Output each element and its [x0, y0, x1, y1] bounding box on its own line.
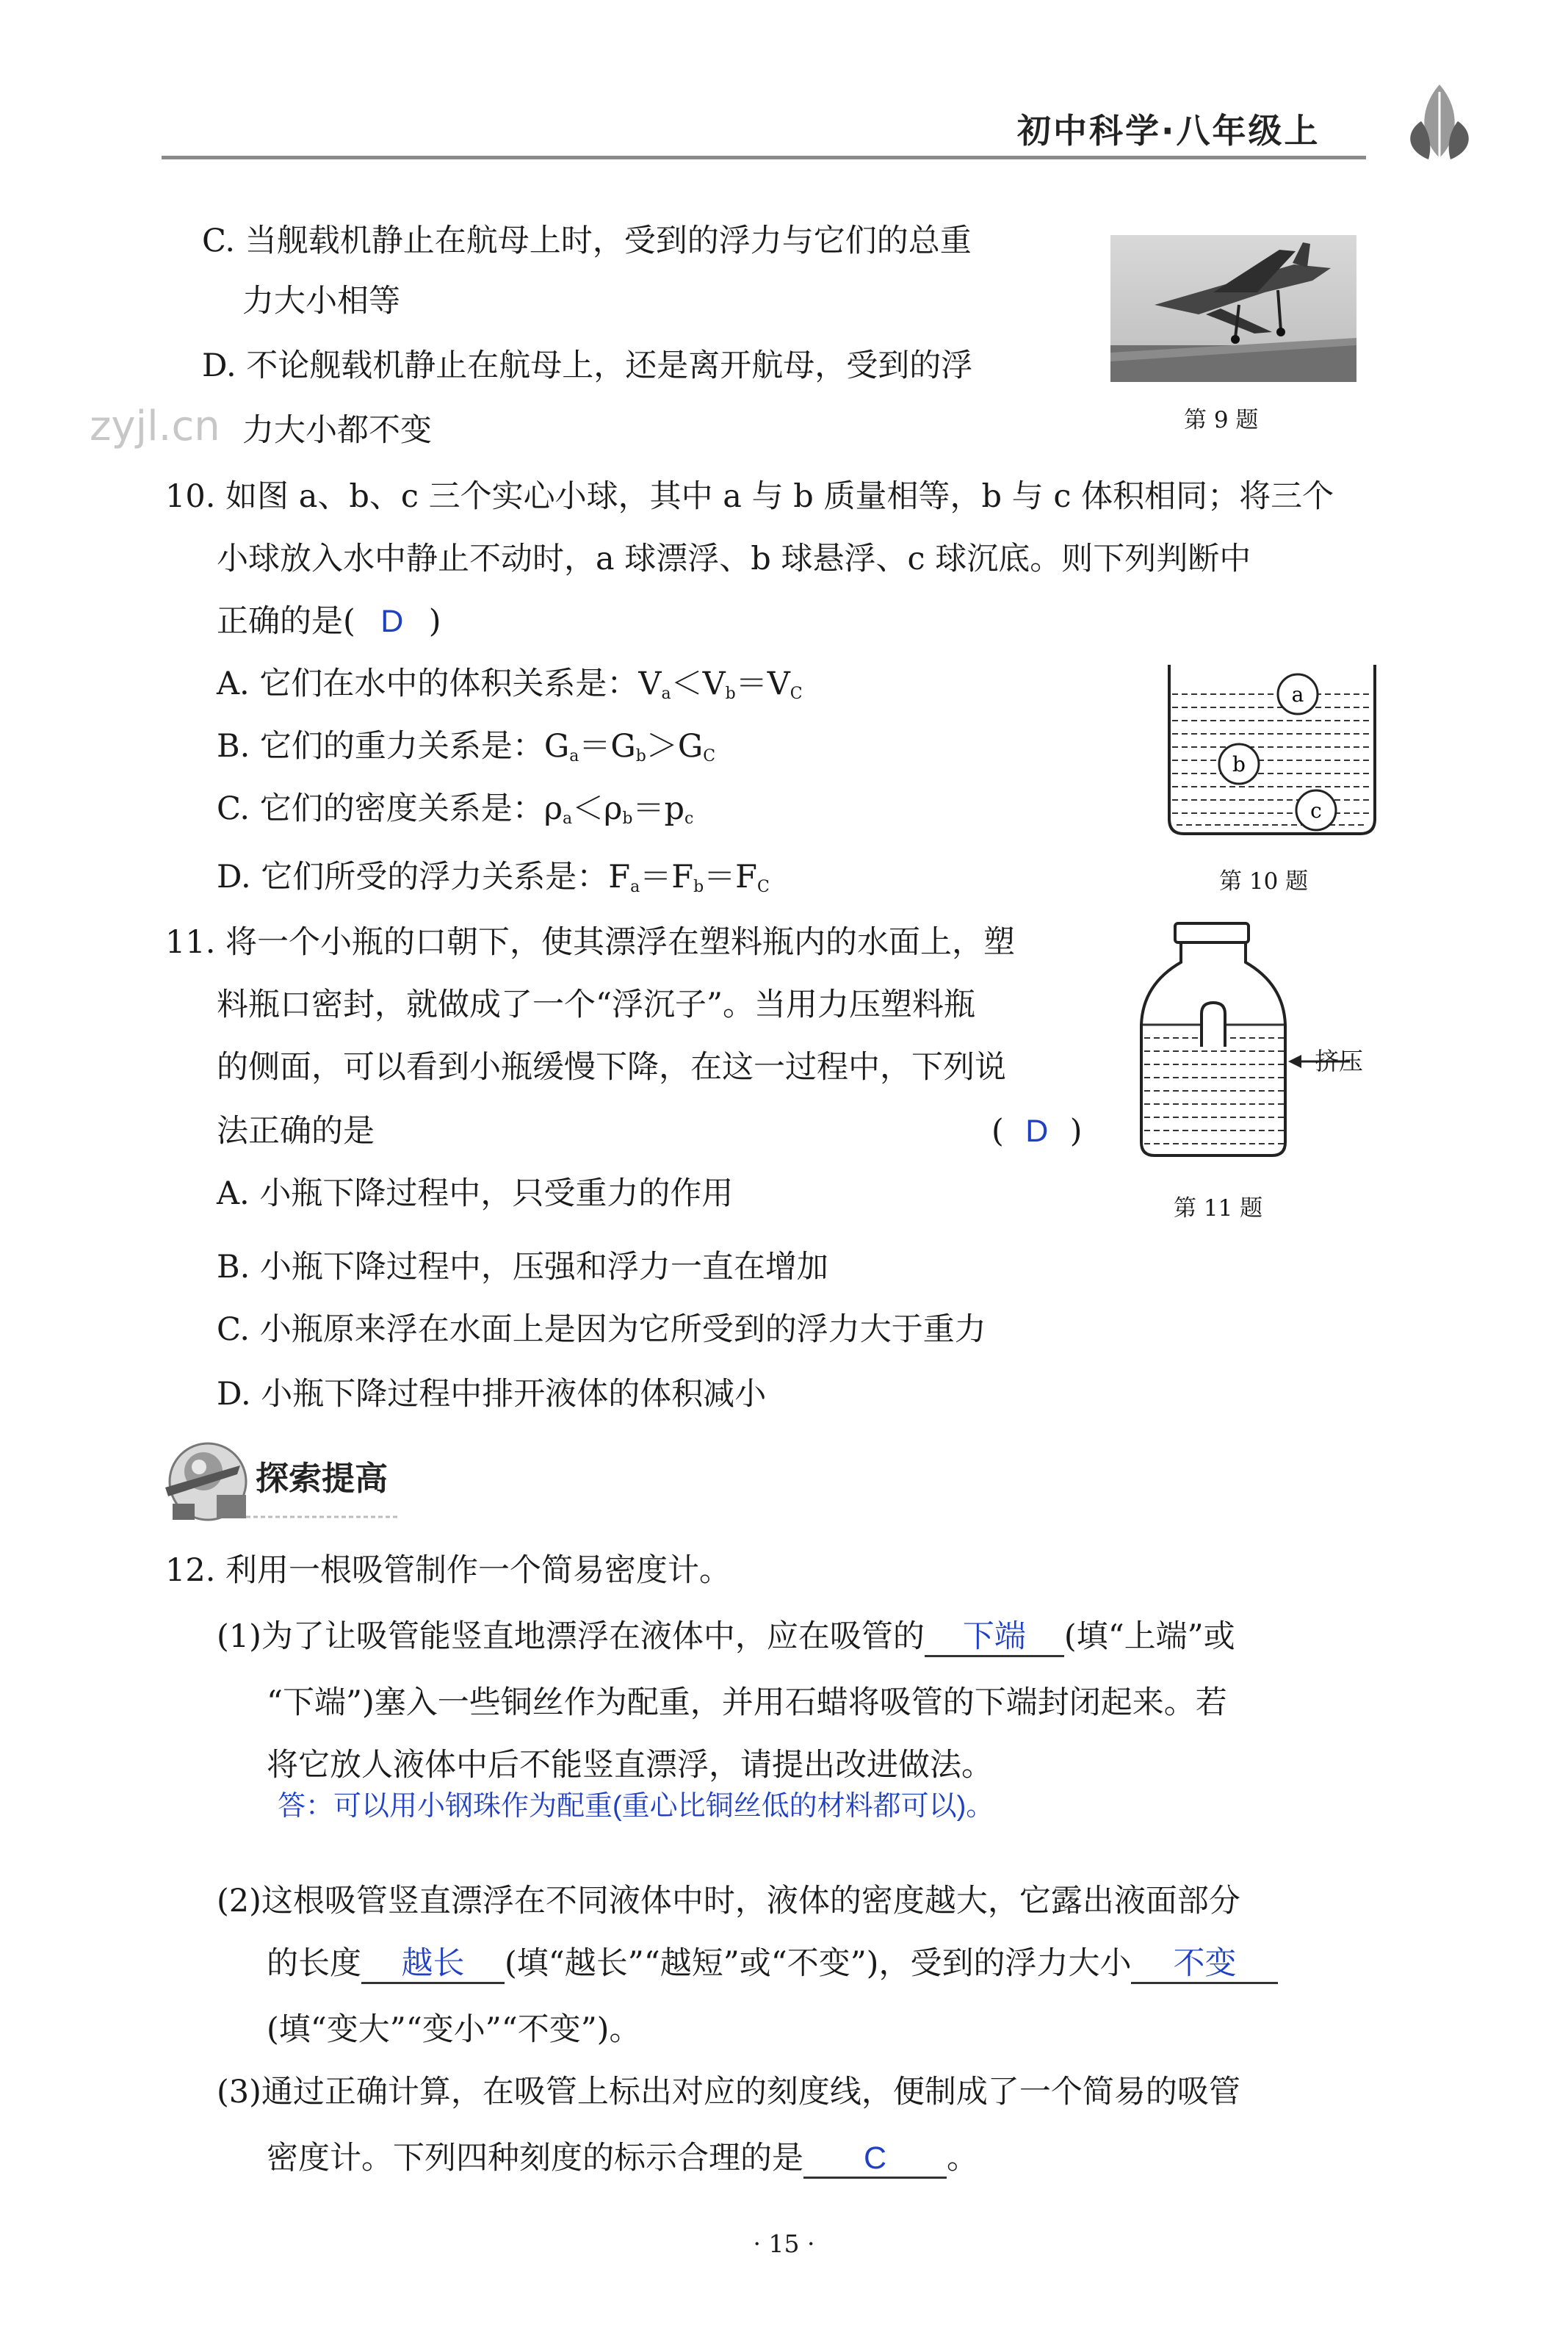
q9-option-d-line2: 力大小都不变 — [242, 412, 432, 449]
q10-stem-line2: 小球放入水中静止不动时，a 球漂浮、b 球悬浮、c 球沉底。则下列判断中 — [217, 541, 1251, 577]
q12-part1-answer: 下端 — [962, 1619, 1026, 1654]
ball-b-label: b — [1232, 752, 1246, 776]
q9-option-c-line2: 力大小相等 — [242, 283, 400, 320]
q10-stem-line3-suffix: ) — [428, 603, 441, 640]
header-rule — [162, 156, 1366, 159]
q10-option-c: C. 它们的密度关系是：$\rho_a<\rho_b=p_c$ — [217, 790, 694, 828]
ball-a — [1278, 674, 1318, 714]
q10-stem-line3-prefix: 正确的是( — [217, 603, 355, 640]
q12-part2-line2: 的长度 越长 (填“越长”“越短”或“不变”)，受到的浮力大小 不变 — [267, 1943, 1278, 1984]
q12-stem: 12. 利用一根吸管制作一个简易密度计。 — [165, 1552, 731, 1589]
q9-jet-photo — [1110, 235, 1356, 385]
q11-stem-line3: 的侧面，可以看到小瓶缓慢下降，在这一过程中，下列说 — [217, 1049, 1006, 1086]
q12-part1-handwritten-answer: 答：可以用小钢珠作为配重(重心比铜丝低的材料都可以)。 — [278, 1791, 994, 1822]
q11-option-d: D. 小瓶下降过程中排开液体的体积减小 — [217, 1376, 767, 1413]
q12-part2-line3: (填“变大”“变小”“不变”)。 — [267, 2011, 641, 2048]
page-number: · 15 · — [753, 2229, 815, 2258]
q12-part2-answer1: 越长 — [401, 1946, 465, 1981]
q11-answer: D — [1025, 1114, 1049, 1149]
q10-option-a: A. 它们在水中的体积关系是：$V_a<V_b=V_C$ — [217, 666, 803, 703]
q10-stem-line3 — [217, 601, 441, 642]
q12-part2-line1: (2)这根吸管竖直漂浮在不同液体中时，液体的密度越大，它露出液面部分 — [217, 1883, 1240, 1919]
q9-figure-caption: 第 9 题 — [1184, 407, 1259, 433]
ball-c — [1296, 790, 1336, 830]
q12-part1-line2: “下端”)塞入一些铜丝作为配重，并用石蜡将吸管的下端封闭起来。若 — [267, 1684, 1227, 1721]
q9-option-d-line1: D. 不论舰载机静止在航母上，还是离开航母，受到的浮 — [202, 347, 973, 384]
q11-option-a: A. 小瓶下降过程中，只受重力的作用 — [217, 1175, 734, 1212]
q10-stem-line1: 10. 如图 a、b、c 三个实心小球，其中 a 与 b 质量相等，b 与 c 体积相同；将三个 — [165, 478, 1334, 515]
q12-part3-answer: C — [863, 2141, 887, 2176]
q10-figure-caption: 第 10 题 — [1219, 868, 1309, 895]
section-title: 探索提高 — [256, 1459, 389, 1498]
ball-a-label: a — [1291, 682, 1304, 707]
q12-part1-line3: 将它放人液体中后不能竖直漂浮，请提出改进做法。 — [267, 1747, 993, 1784]
q10-answer: D — [380, 604, 404, 639]
q11-stem-line1: 11. 将一个小瓶的口朝下，使其漂浮在塑料瓶内的水面上，塑 — [165, 924, 1016, 961]
q10-option-d: D. 它们所受的浮力关系是：$F_a=F_b=F_C$ — [217, 859, 770, 896]
q11-squeeze-label: 挤压 — [1315, 1047, 1363, 1075]
q12-part1-line1: (1)为了让吸管能竖直地漂浮在液体中，应在吸管的 下端 (填“上端”或 — [217, 1616, 1235, 1657]
q12-part3-line1: (3)通过正确计算，在吸管上标出对应的刻度线，便制成了一个简易的吸管 — [217, 2074, 1240, 2110]
q10-option-b: B. 它们的重力关系是：$G_a=G_b>G_C$ — [217, 728, 716, 765]
watermark: zyjl.cn — [90, 403, 220, 450]
q11-bottle-diagram — [1137, 922, 1372, 1167]
ball-b — [1219, 744, 1259, 784]
q11-option-b: B. 小瓶下降过程中，压强和浮力一直在增加 — [217, 1249, 828, 1286]
q9-option-c-line1: C. 当舰载机静止在航母上时，受到的浮力与它们的总重 — [202, 223, 972, 259]
running-header-title: 初中科学·八年级上 — [1017, 111, 1320, 151]
q11-figure-caption: 第 11 题 — [1174, 1195, 1263, 1222]
leaf-logo-icon — [1399, 77, 1480, 168]
q10-beaker-diagram — [1162, 665, 1382, 844]
q12-part3-line2: 密度计。下列四种刻度的标示合理的是 C 。 — [267, 2138, 978, 2179]
q11-answer-parens: ( D ) — [991, 1113, 1083, 1150]
q11-stem-line2: 料瓶口密封，就做成了一个“浮沉子”。当用力压塑料瓶 — [217, 987, 975, 1023]
q11-stem-line4: 法正确的是 — [217, 1113, 375, 1150]
q12-part2-answer2: 不变 — [1173, 1946, 1237, 1981]
q11-option-c: C. 小瓶原来浮在水面上是因为它所受到的浮力大于重力 — [217, 1311, 986, 1348]
ball-c-label: c — [1310, 798, 1322, 823]
